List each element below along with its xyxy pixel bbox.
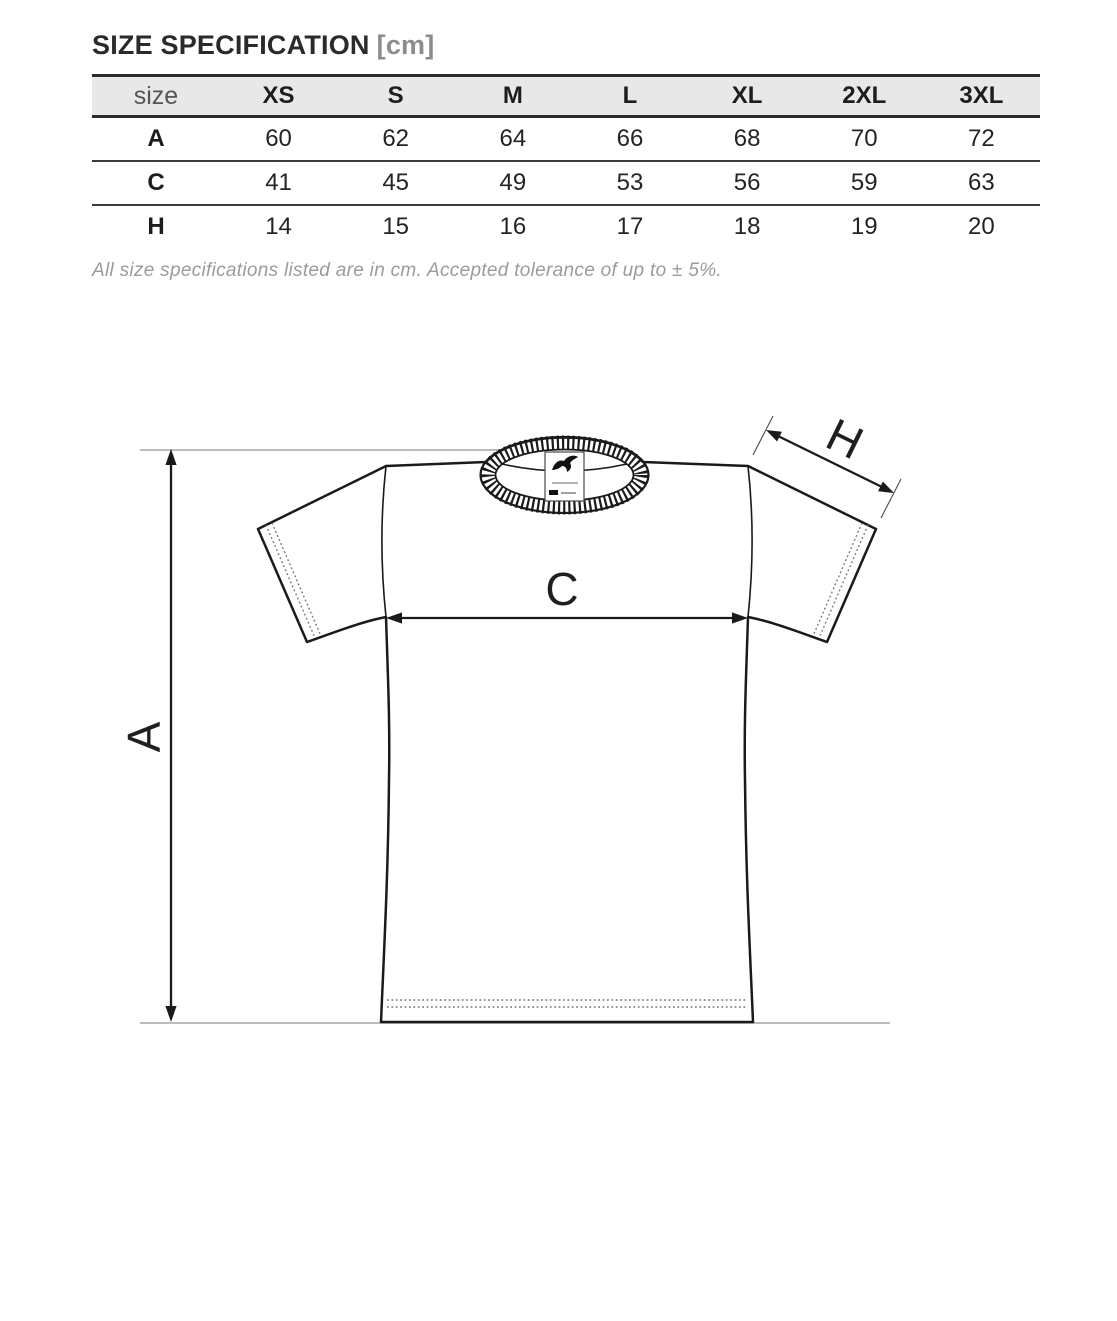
value-cell: 70: [806, 117, 923, 162]
value-cell: 18: [733, 213, 761, 240]
size-corner-label: size: [92, 76, 220, 117]
dim-h-extension-1: [753, 416, 773, 455]
label-barcode-mark: [549, 490, 558, 495]
value-cell: 17: [616, 213, 644, 240]
row-label-h: H: [147, 213, 165, 240]
size-column-2xl: 2XL: [806, 76, 923, 117]
value-cell: 20: [968, 213, 995, 240]
value-cell: 45: [337, 161, 454, 205]
dim-h-arrowhead-left: [766, 430, 782, 442]
size-column-s: S: [337, 76, 454, 117]
dim-h-label: H: [818, 407, 872, 470]
dim-a-arrowhead-top: [165, 449, 176, 465]
value-cell: 19: [850, 213, 878, 240]
size-column-xs: XS: [220, 76, 337, 117]
value-cell: 66: [571, 117, 688, 162]
value-cell: 62: [337, 117, 454, 162]
dim-h-arrowhead-right: [878, 482, 894, 494]
dim-c-label: C: [545, 563, 579, 615]
size-column-xl: XL: [689, 76, 806, 117]
page-title-unit: [cm]: [376, 30, 435, 60]
brand-label: [545, 452, 584, 501]
page-title-text: SIZE SPECIFICATION: [92, 30, 370, 60]
value-cell: 15: [382, 213, 410, 240]
value-cell: 64: [454, 117, 571, 162]
value-cell: 72: [923, 117, 1040, 162]
size-column-m: M: [454, 76, 571, 117]
value-cell: 16: [499, 213, 527, 240]
dimension-a: [118, 449, 177, 1022]
size-note: All size specifications listed are in cm. Accepted tolerance of up to ± 5%.: [92, 260, 722, 281]
dim-a-label: A: [118, 721, 170, 753]
value-cell: 63: [923, 161, 1040, 205]
dim-a-arrowhead-bottom: [165, 1006, 176, 1022]
value-cell: 60: [220, 117, 337, 162]
size-column-3xl: 3XL: [923, 76, 1040, 117]
tshirt-outline: [258, 438, 876, 1022]
value-cell: 68: [689, 117, 806, 162]
value-cell: 59: [806, 161, 923, 205]
row-label-a: A: [92, 117, 220, 162]
row-label-c: C: [92, 161, 220, 205]
value-cell: 41: [220, 161, 337, 205]
value-cell: 56: [689, 161, 806, 205]
value-cell: 14: [265, 213, 292, 240]
size-column-l: L: [571, 76, 688, 117]
value-cell: 53: [571, 161, 688, 205]
value-cell: 49: [454, 161, 571, 205]
